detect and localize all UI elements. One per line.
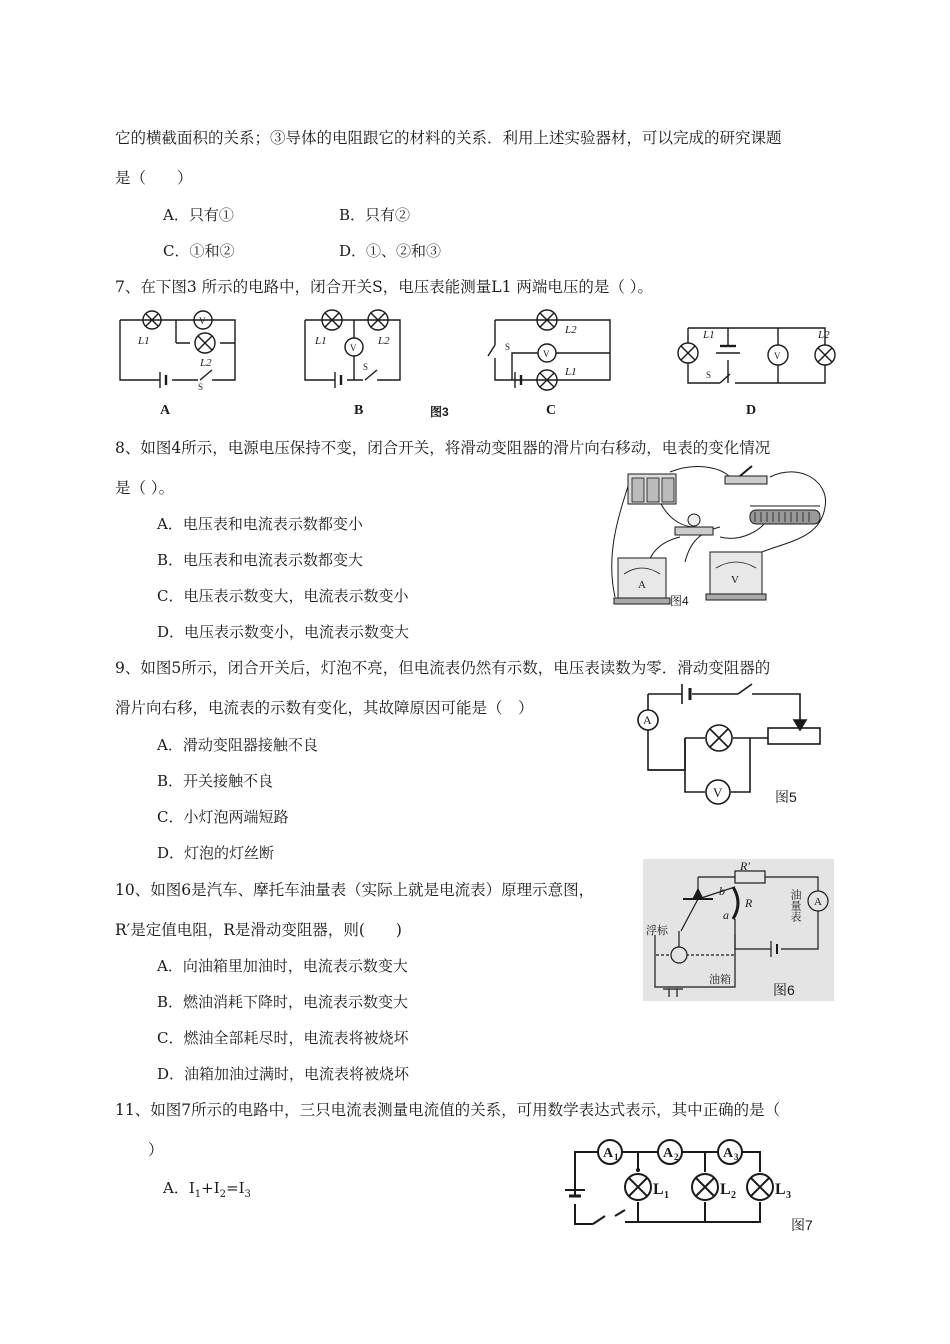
q11-figure-caption: 图7 <box>791 1217 813 1233</box>
q7-d-lamp2-label: L2 <box>818 329 830 341</box>
q9-figure-caption: 图5 <box>775 789 797 805</box>
q7-figure-3 <box>110 308 830 423</box>
q10-option-c: C．燃油全部耗尽时，电流表将被烧坏 <box>157 1029 409 1047</box>
q9-ammeter-label: A <box>643 713 652 727</box>
q11-ammeter3-label: A <box>723 1146 734 1161</box>
q9-stem-line1: 9、如图5所示，闭合开关后，灯泡不亮，但电流表仍然有示数，电压表读数为零．滑动变阻器的 <box>115 659 771 677</box>
ammeter-icon <box>614 558 670 604</box>
q11-lamp3-sub: 3 <box>786 1190 791 1201</box>
q7-b-voltmeter: V <box>350 343 357 353</box>
q10-stem-line2: R′是定值电阻，R是滑动变阻器，则( ) <box>115 921 402 939</box>
q8-stem-line1: 8、如图4所示，电源电压保持不变，闭合开关，将滑动变阻器的滑片向右移动，电表的变化情况 <box>115 439 771 457</box>
q7-figure-caption: 图3 <box>430 405 449 419</box>
q7-circuit-label-c: C <box>546 403 557 418</box>
q11-figure-7 <box>565 1132 835 1242</box>
q7-c-lamp2-label: L2 <box>565 324 577 336</box>
q10-ammeter-label: A <box>814 896 822 908</box>
q11-ammeter2-label: A <box>663 1146 674 1161</box>
q10-figure-caption: 图6 <box>773 982 795 998</box>
q7-b-switch-label: S <box>363 362 369 372</box>
svg-text:V: V <box>731 574 739 586</box>
q11-lamp2-label: L <box>720 1181 731 1198</box>
q10-var-resistor-label: R <box>745 896 753 910</box>
q7-a-lamp2-label: L2 <box>200 357 212 369</box>
bulb-icon <box>675 514 713 535</box>
q7-d-lamp1-label: L1 <box>703 329 715 341</box>
rheostat-icon <box>750 506 820 524</box>
q9-option-d: D．灯泡的灯丝断 <box>157 844 275 862</box>
q6-continuation-line2: 是（ ） <box>115 169 193 187</box>
q11-option-a: A．$I_1+I_2=I_3$ <box>163 1179 251 1200</box>
q7-a-lamp-label: L1 <box>138 335 150 347</box>
q10-fixed-resistor-label: R′ <box>740 859 750 873</box>
battery-pack-icon <box>628 474 676 504</box>
q10-option-a: A．向油箱里加油时，电流表示数变大 <box>157 957 408 975</box>
q10-gauge-label: 油量表 <box>789 889 801 922</box>
q8-option-d: D．电压表示数变小，电流表示数变大 <box>157 623 410 641</box>
q9-option-a: A．滑动变阻器接触不良 <box>157 736 318 754</box>
q9-option-b: B．开关接触不良 <box>157 772 274 790</box>
q8-figure-4 <box>600 462 840 612</box>
q10-option-b: B．燃油消耗下降时，电流表示数变大 <box>157 993 409 1011</box>
q6-option-b: B．只有② <box>339 206 411 224</box>
q11-ammeter1-sub: 1 <box>614 1152 619 1162</box>
q6-option-d: D．①、②和③ <box>339 242 442 260</box>
q7-c-switch-label: S <box>505 342 511 352</box>
q7-b-lamp1-label: L1 <box>315 335 327 347</box>
q7-b-lamp2-label: L2 <box>378 335 390 347</box>
q10-tank-label: 油箱 <box>709 974 731 986</box>
q9-option-c: C．小灯泡两端短路 <box>157 808 289 826</box>
q9-voltmeter-label: V <box>713 785 723 800</box>
q6-option-a: A．只有① <box>163 206 234 224</box>
q8-option-a: A．电压表和电流表示数都变小 <box>157 515 363 533</box>
q7-stem: 7、在下图3 所示的电路中，闭合开关S，电压表能测量L1 两端电压的是（ ）。 <box>115 278 654 296</box>
q8-figure-caption: 图4 <box>670 594 689 608</box>
q7-circuit-label-a: A <box>160 403 171 418</box>
q11-lamp3-label: L <box>775 1181 786 1198</box>
q11-ammeter1-label: A <box>603 1146 614 1161</box>
q10-float-label: 浮标 <box>646 925 668 937</box>
q11-lamp1-sub: 1 <box>664 1190 669 1201</box>
q8-stem-line2: 是（ ）。 <box>115 479 175 497</box>
q7-d-voltmeter: V <box>774 351 781 361</box>
q8-option-c: C．电压表示数变大，电流表示数变小 <box>157 587 409 605</box>
q10-option-d: D．油箱加油过满时，电流表将被烧坏 <box>157 1065 410 1083</box>
q7-circuit-label-d: D <box>746 403 757 418</box>
q7-d-switch-label: S <box>706 370 712 380</box>
q7-c-lamp1-label: L1 <box>565 366 577 378</box>
q10-b-label: b <box>719 884 725 898</box>
q6-continuation-line1: 它的横截面积的关系；③导体的电阻跟它的材料的关系．利用上述实验器材，可以完成的研究课题 <box>115 129 782 147</box>
q7-a-switch-label: S <box>198 382 204 392</box>
q7-a-voltmeter: V <box>199 316 206 326</box>
q10-figure-6 <box>643 859 834 1001</box>
q9-figure-5 <box>630 680 835 810</box>
q8-option-b: B．电压表和电流表示数都变大 <box>157 551 364 569</box>
voltmeter-icon <box>706 552 766 600</box>
q11-stem: 11、如图7所示的电路中，三只电流表测量电流值的关系，可用数学表达式表示，其中正确的是（ <box>115 1101 781 1119</box>
q11-stem-continuation: ） <box>148 1141 164 1159</box>
q11-ammeter3-sub: 3 <box>734 1152 739 1162</box>
svg-text:A: A <box>638 579 646 591</box>
q6-option-c: C．①和② <box>163 242 235 260</box>
q11-ammeter2-sub: 2 <box>674 1152 679 1162</box>
q10-stem-line1: 10、如图6是汽车、摩托车油量表（实际上就是电流表）原理示意图， <box>115 881 595 899</box>
q7-c-voltmeter: V <box>543 349 550 359</box>
q7-circuit-label-b: B <box>354 403 364 418</box>
q9-stem-line2: 滑片向右移，电流表的示数有变化，其故障原因可能是（ ） <box>115 699 534 717</box>
switch-icon <box>725 466 767 484</box>
q11-lamp1-label: L <box>653 1181 664 1198</box>
q10-a-label: a <box>723 908 729 922</box>
q11-lamp2-sub: 2 <box>731 1190 736 1201</box>
